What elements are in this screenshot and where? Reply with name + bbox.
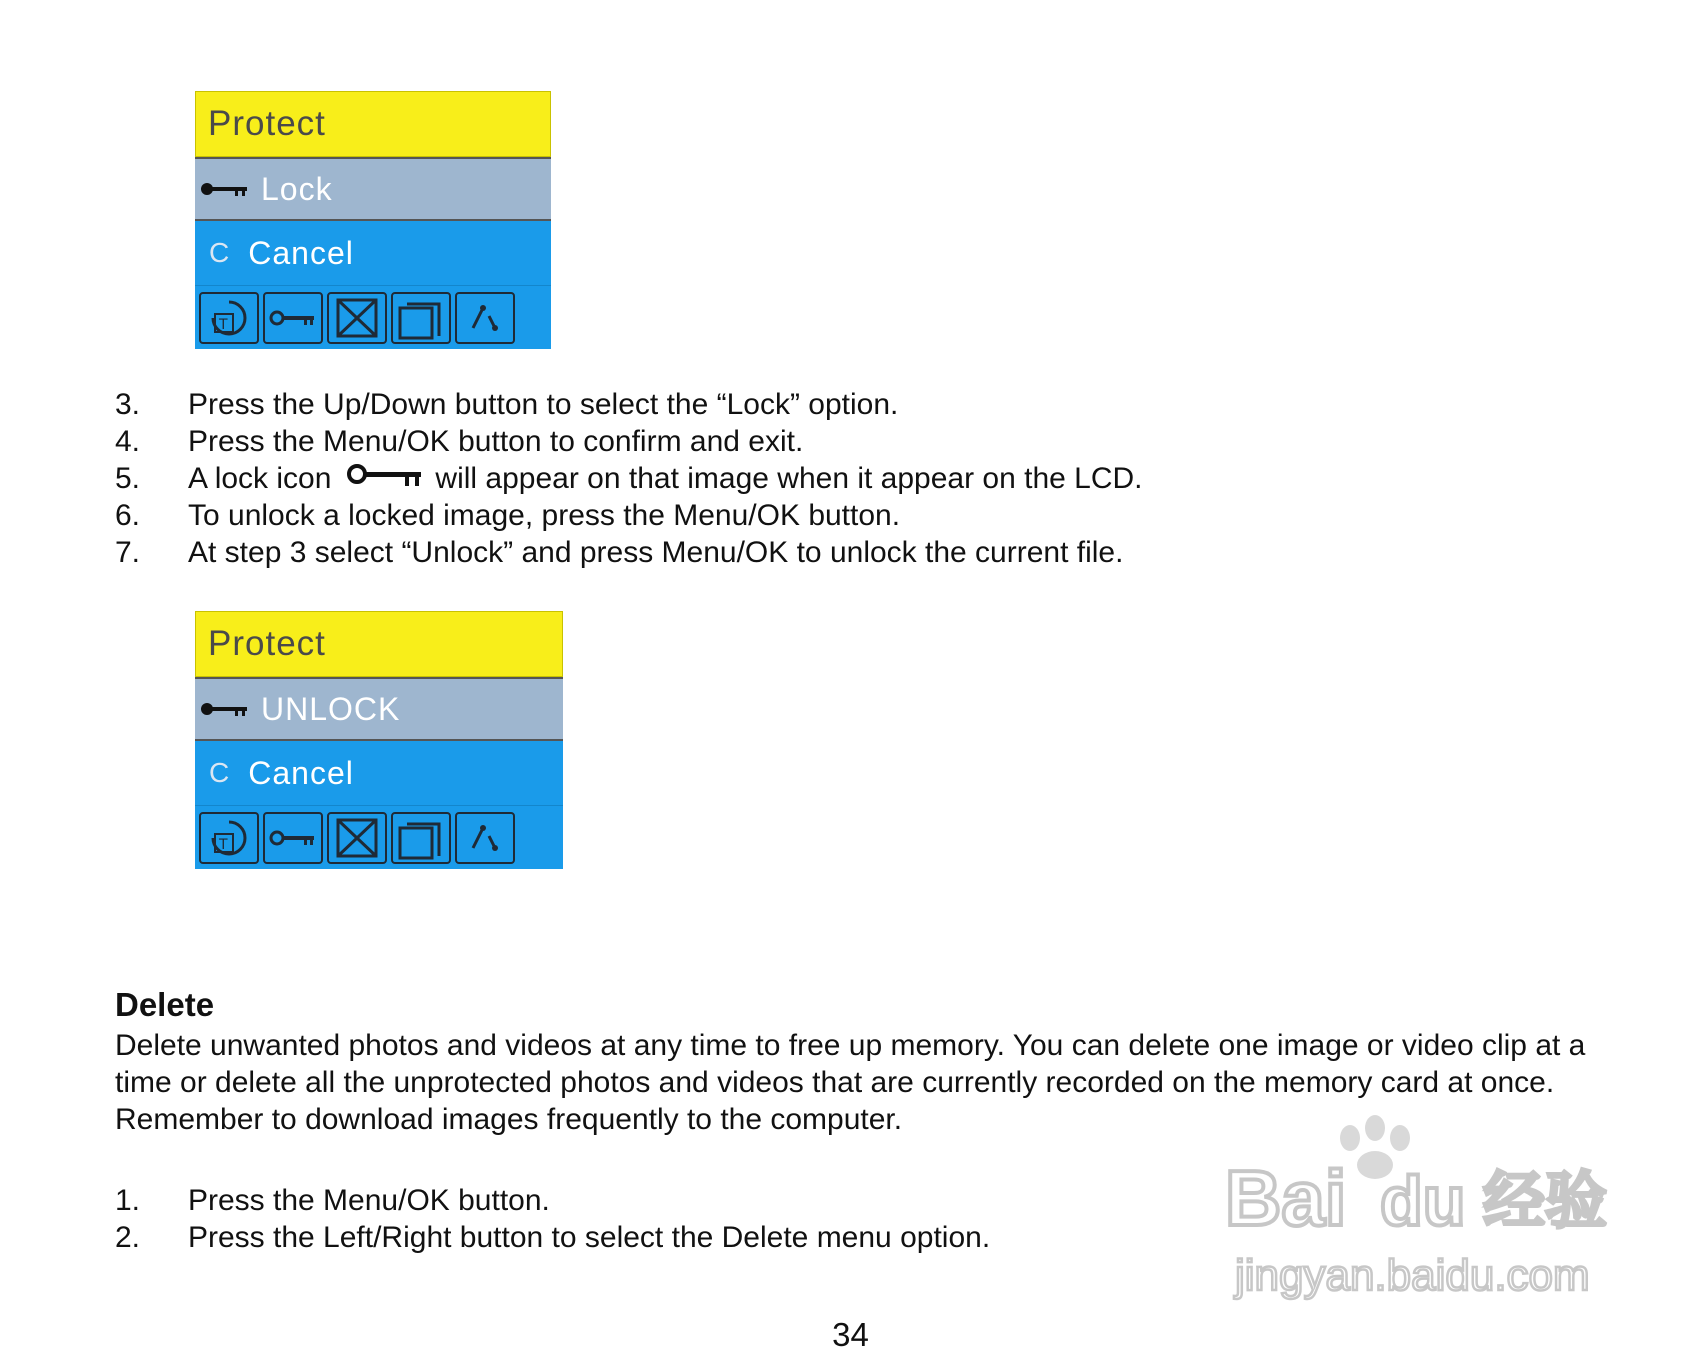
svg-text:du: du: [1380, 1162, 1466, 1240]
list-item: 4. Press the Menu/OK button to confirm and exit.: [115, 425, 804, 458]
effect-icon: [455, 812, 515, 864]
trim-icon: [199, 812, 259, 864]
key-icon: [199, 180, 251, 198]
option-label: Cancel: [248, 754, 354, 791]
effect-icon: [455, 292, 515, 344]
page-number: 34: [832, 1316, 869, 1353]
key-icon: [199, 700, 251, 718]
trim-icon: [199, 292, 259, 344]
cancel-prefix: C: [209, 757, 231, 788]
list-item: 3. Press the Up/Down button to select the “Lock” option.: [115, 388, 899, 421]
key-icon: [263, 812, 323, 864]
delete-steps: [115, 1182, 990, 1256]
delete-icon: [327, 292, 387, 344]
delete-icon: [327, 812, 387, 864]
menu-title: Protect: [195, 611, 563, 677]
option-label: Cancel: [248, 234, 354, 271]
menu-icon-bar: [195, 805, 563, 869]
list-item: 5. A lock icon will appear on that image when it appear on the LCD.: [115, 462, 1143, 495]
svg-text:经验: 经验: [1483, 1164, 1608, 1237]
menu-option-lock: [195, 157, 551, 221]
svg-text:jingyan.baidu.com: jingyan.baidu.com: [1235, 1251, 1590, 1300]
lock-key-icon: [345, 464, 425, 490]
section-paragraph: Delete unwanted photos and videos at any time to free up memory. You can delete one image or video clip at a time or delete all the unprotected photos and videos that are currently recorded on the memory card at once. Remember to download images frequently to the computer.: [115, 1029, 1586, 1136]
list-item: 7. At step 3 select “Unlock” and press Menu/OK to unlock the current file.: [115, 536, 1124, 569]
section-heading: Delete: [115, 986, 215, 1023]
menu-option-cancel: [195, 741, 563, 805]
key-icon: [263, 292, 323, 344]
list-item: 6. To unlock a locked image, press the Menu/OK button.: [115, 499, 901, 532]
option-label: Lock: [261, 170, 333, 207]
menu-option-unlock: [195, 677, 563, 741]
frame-icon: [391, 812, 451, 864]
svg-text:Bai: Bai: [1225, 1154, 1347, 1242]
menu-icon-bar: [195, 285, 551, 349]
baidu-watermark: [1215, 1110, 1625, 1310]
svg-text:T: T: [219, 316, 228, 333]
svg-text:T: T: [219, 836, 228, 853]
list-item: 1. Press the Menu/OK button.: [115, 1184, 550, 1217]
protect-steps: [115, 386, 1143, 571]
menu-option-cancel: [195, 221, 551, 285]
cancel-prefix: C: [209, 237, 231, 268]
protect-menu-lock: [195, 91, 551, 349]
list-item: 2. Press the Left/Right button to select the Delete menu option.: [115, 1221, 991, 1254]
menu-title: Protect: [195, 91, 551, 157]
protect-menu-unlock: [195, 611, 563, 869]
frame-icon: [391, 292, 451, 344]
option-label: UNLOCK: [261, 690, 401, 727]
